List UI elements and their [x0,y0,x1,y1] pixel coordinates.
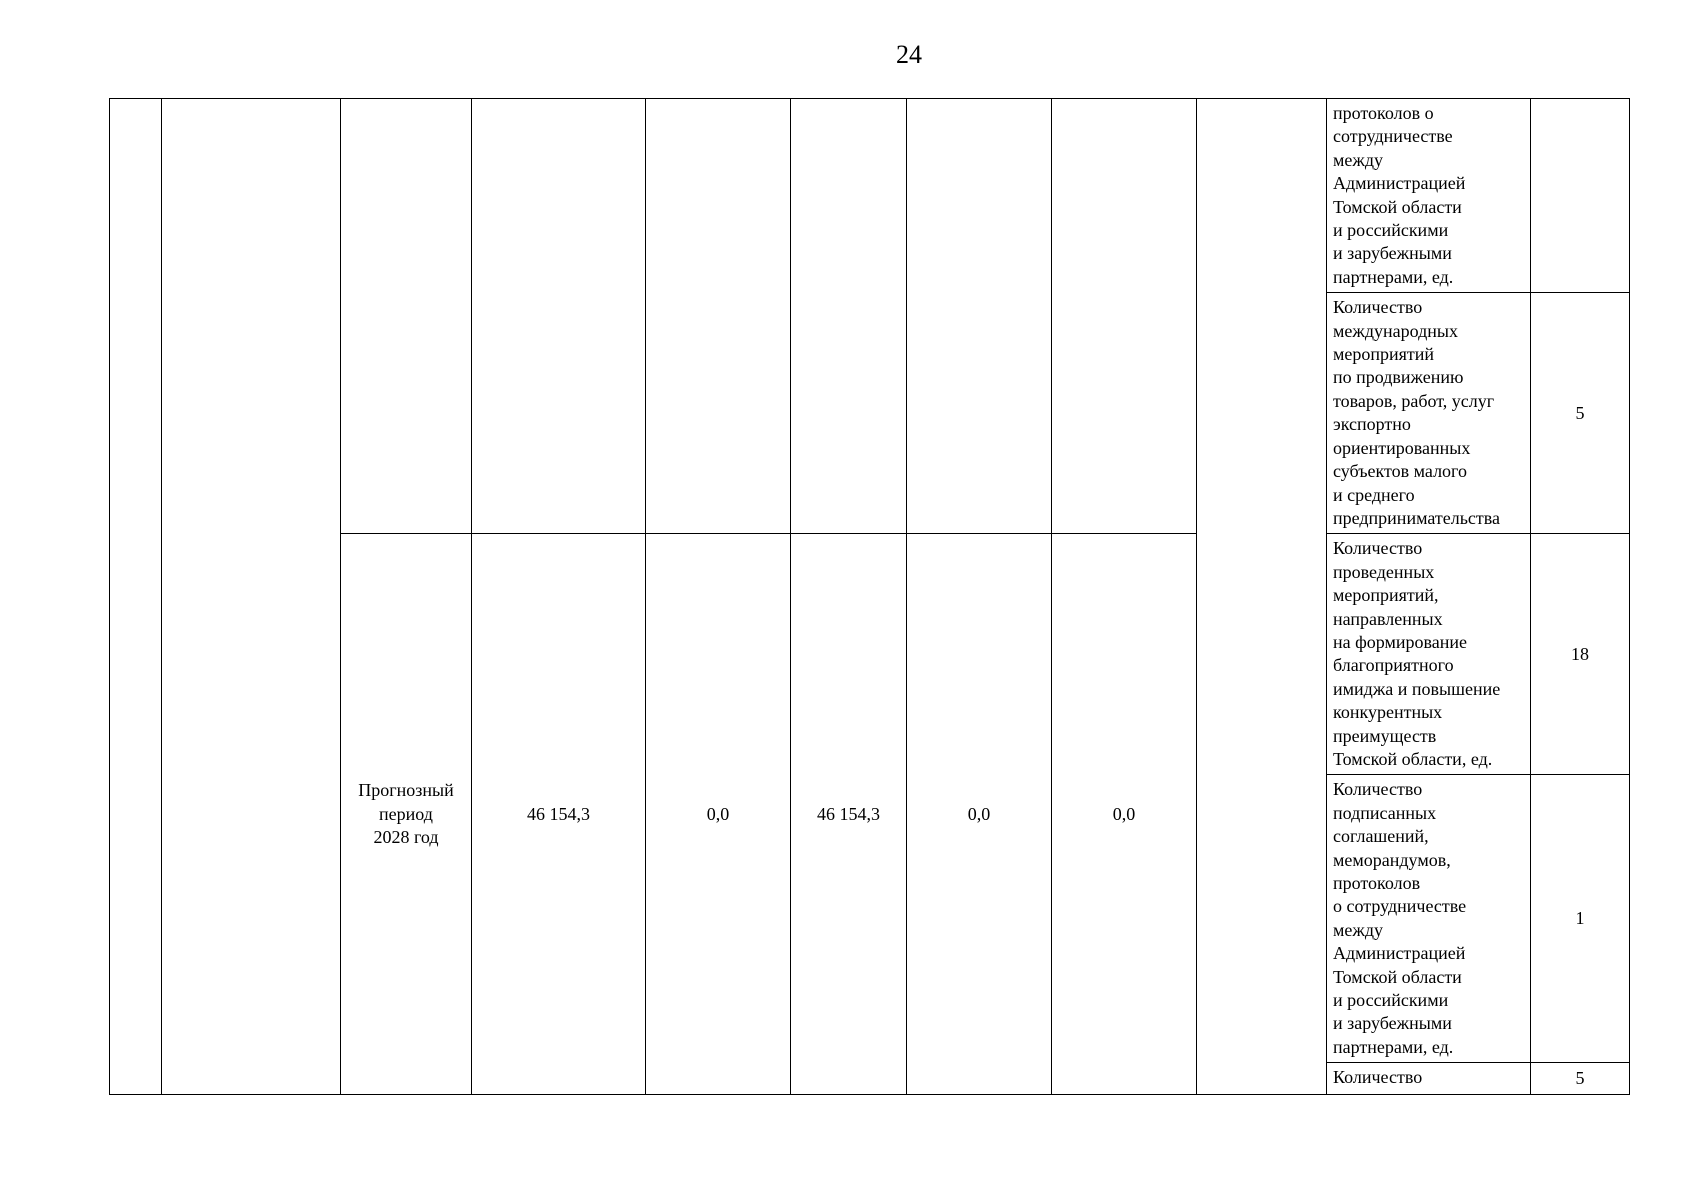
indicator-value-cell: 5 [1531,293,1630,534]
task-name-cell [162,99,341,1095]
indicator-value-cell: 1 [1531,775,1630,1063]
extrabudget-cell-prev [1052,99,1197,534]
forecast-total-value: 46 154,3 [472,534,646,1095]
forecast-federal-value: 0,0 [646,534,791,1095]
indicator-name-cell: Количество [1327,1063,1531,1095]
forecast-local-value: 0,0 [907,534,1052,1095]
number-cell [110,99,162,1095]
forecast-regional-value: 46 154,3 [791,534,907,1095]
executor-cell [1197,99,1327,1095]
forecast-extrabudget-value: 0,0 [1052,534,1197,1095]
indicator-name-cell: Количество подписанных соглашений, меморандумов, протоколов о сотрудничестве между Администрацией Томской области и российскими и зарубежными партнерами, ед. [1327,775,1531,1063]
indicator-name-cell: Количество проведенных мероприятий, направленных на формирование благоприятного имиджа и повышение конкурентных преимуществ Томской области, ед. [1327,534,1531,775]
table-row [110,99,1630,293]
indicator-name-cell: Количество международных мероприятий по продвижению товаров, работ, услуг экспортно ориентированных субъектов малого и среднего предпринимательства [1327,293,1531,534]
total-cell-prev [472,99,646,534]
indicator-value-cell [1531,99,1630,293]
indicator-name-cell: протоколов о сотрудничестве между Администрацией Томской области и российскими и зарубежными партнерами, ед. [1327,99,1531,293]
local-budget-cell-prev [907,99,1052,534]
federal-budget-cell-prev [646,99,791,534]
indicator-value-cell: 5 [1531,1063,1630,1095]
forecast-period-label: Прогнозный период 2028 год [341,534,472,1095]
indicator-value-cell: 18 [1531,534,1630,775]
page-number: 24 [896,40,922,69]
regional-budget-cell-prev [791,99,907,534]
period-cell-prev [341,99,472,534]
program-table [109,98,1630,1095]
